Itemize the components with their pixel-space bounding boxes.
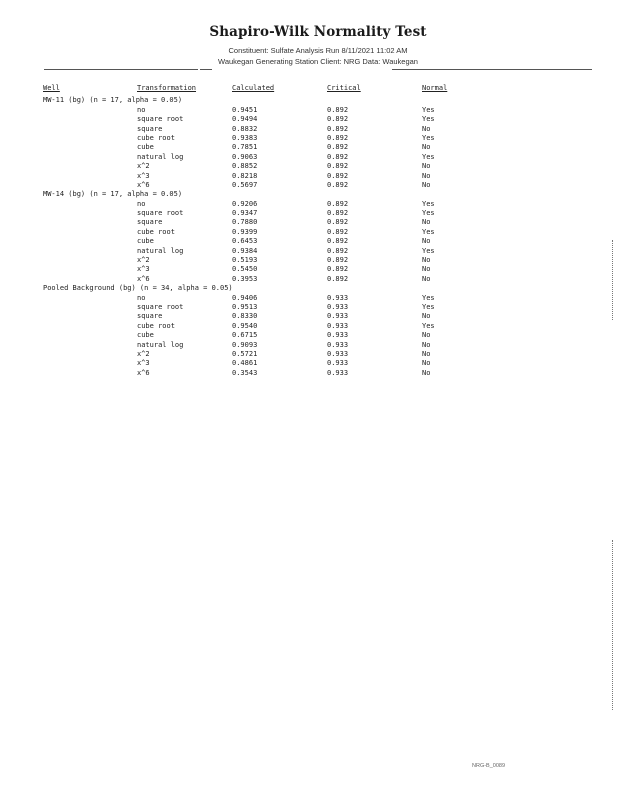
table-row — [0, 153, 618, 162]
group-label: Pooled Background (bg) (n = 34, alpha = 0.05) — [43, 284, 233, 293]
table-row — [0, 209, 618, 218]
table-row — [0, 143, 618, 152]
table-row — [0, 331, 618, 340]
table-row — [0, 106, 618, 115]
column-header-critical: Critical — [327, 84, 361, 92]
transformation-cell: square — [137, 218, 163, 227]
normal-cell: Yes — [422, 227, 435, 236]
table-row — [0, 162, 618, 171]
page-title: Shapiro-Wilk Normality Test — [209, 24, 427, 40]
transformation-cell: cube root — [137, 321, 175, 330]
critical-cell: 0.892 — [327, 209, 349, 218]
normal-cell: No — [422, 312, 431, 321]
transformation-cell: natural log — [137, 340, 184, 349]
calculated-cell: 0.8832 — [232, 124, 258, 133]
table-row — [0, 228, 618, 237]
critical-cell: 0.933 — [327, 340, 349, 349]
transformation-cell: x^6 — [137, 368, 150, 377]
transformation-cell: square — [137, 312, 163, 321]
critical-cell: 0.892 — [327, 105, 349, 114]
table-row — [0, 265, 618, 274]
critical-cell: 0.892 — [327, 180, 349, 189]
calculated-cell: 0.9399 — [232, 227, 258, 236]
critical-cell: 0.933 — [327, 359, 349, 368]
table-row — [0, 303, 618, 312]
calculated-cell: 0.9063 — [232, 152, 258, 161]
calculated-cell: 0.6715 — [232, 331, 258, 340]
normal-cell: No — [422, 368, 431, 377]
table-row — [0, 256, 618, 265]
normal-cell: Yes — [422, 302, 435, 311]
transformation-cell: x^6 — [137, 180, 150, 189]
critical-cell: 0.892 — [327, 265, 349, 274]
normal-cell: No — [422, 340, 431, 349]
table-row — [0, 181, 618, 190]
transformation-cell: cube — [137, 331, 154, 340]
critical-cell: 0.892 — [327, 218, 349, 227]
critical-cell: 0.933 — [327, 368, 349, 377]
header-rule-right — [392, 69, 592, 70]
normal-cell: No — [422, 143, 431, 152]
critical-cell: 0.892 — [327, 171, 349, 180]
scan-edge-mark — [612, 540, 614, 710]
table-row — [0, 369, 618, 378]
normal-cell: Yes — [422, 115, 435, 124]
normal-cell: No — [422, 265, 431, 274]
table-row — [0, 350, 618, 359]
calculated-cell: 0.9513 — [232, 302, 258, 311]
header-rule-left — [44, 69, 198, 70]
critical-cell: 0.892 — [327, 152, 349, 161]
calculated-cell: 0.9093 — [232, 340, 258, 349]
column-header-calculated: Calculated — [232, 84, 275, 92]
transformation-cell: x^2 — [137, 256, 150, 265]
document-code: NRG-B_0089 — [472, 763, 506, 769]
normal-cell: No — [422, 359, 431, 368]
calculated-cell: 0.5450 — [232, 265, 258, 274]
transformation-cell: square root — [137, 302, 184, 311]
calculated-cell: 0.5721 — [232, 349, 258, 358]
table-header-row — [0, 84, 618, 93]
table-row — [0, 312, 618, 321]
table-row — [0, 125, 618, 134]
critical-cell: 0.933 — [327, 302, 349, 311]
calculated-cell: 0.4861 — [232, 359, 258, 368]
transformation-cell: x^3 — [137, 359, 150, 368]
table-row — [0, 275, 618, 284]
transformation-cell: square root — [137, 115, 184, 124]
calculated-cell: 0.9206 — [232, 199, 258, 208]
calculated-cell: 0.9406 — [232, 293, 258, 302]
column-header-normal: Normal — [422, 84, 448, 92]
table-row — [0, 115, 618, 124]
calculated-cell: 0.5193 — [232, 256, 258, 265]
transformation-cell: x^6 — [137, 274, 150, 283]
normal-cell: Yes — [422, 246, 435, 255]
critical-cell: 0.892 — [327, 227, 349, 236]
calculated-cell: 0.8852 — [232, 162, 258, 171]
normal-cell: Yes — [422, 293, 435, 302]
transformation-cell: cube — [137, 143, 154, 152]
table-row — [0, 200, 618, 209]
transformation-cell: no — [137, 199, 146, 208]
table-row — [0, 218, 618, 227]
critical-cell: 0.892 — [327, 274, 349, 283]
calculated-cell: 0.9347 — [232, 209, 258, 218]
table-row — [0, 359, 618, 368]
critical-cell: 0.933 — [327, 349, 349, 358]
normal-cell: Yes — [422, 209, 435, 218]
table-row — [0, 247, 618, 256]
critical-cell: 0.892 — [327, 246, 349, 255]
calculated-cell: 0.6453 — [232, 237, 258, 246]
transformation-cell: x^2 — [137, 162, 150, 171]
calculated-cell: 0.9451 — [232, 105, 258, 114]
transformation-cell: natural log — [137, 246, 184, 255]
calculated-cell: 0.5697 — [232, 180, 258, 189]
column-header-well: Well — [43, 84, 60, 92]
transformation-cell: no — [137, 105, 146, 114]
critical-cell: 0.933 — [327, 321, 349, 330]
critical-cell: 0.892 — [327, 162, 349, 171]
calculated-cell: 0.7880 — [232, 218, 258, 227]
transformation-cell: x^2 — [137, 349, 150, 358]
group-label: MW-14 (bg) (n = 17, alpha = 0.05) — [43, 190, 183, 199]
transformation-cell: natural log — [137, 152, 184, 161]
critical-cell: 0.892 — [327, 133, 349, 142]
calculated-cell: 0.3953 — [232, 274, 258, 283]
calculated-cell: 0.9383 — [232, 133, 258, 142]
table-row — [0, 322, 618, 331]
normal-cell: Yes — [422, 133, 435, 142]
critical-cell: 0.892 — [327, 256, 349, 265]
table-row — [0, 172, 618, 181]
normal-cell: Yes — [422, 321, 435, 330]
transformation-cell: no — [137, 293, 146, 302]
critical-cell: 0.933 — [327, 293, 349, 302]
column-header-transformation: Transformation — [137, 84, 197, 92]
group-header-row — [0, 96, 618, 105]
normal-cell: No — [422, 180, 431, 189]
transformation-cell: square — [137, 124, 163, 133]
calculated-cell: 0.8218 — [232, 171, 258, 180]
calculated-cell: 0.9494 — [232, 115, 258, 124]
calculated-cell: 0.8330 — [232, 312, 258, 321]
normal-cell: No — [422, 331, 431, 340]
normal-cell: No — [422, 237, 431, 246]
transformation-cell: cube root — [137, 133, 175, 142]
normal-cell: Yes — [422, 105, 435, 114]
analysis-info-line: Constituent: Sulfate Analysis Run 8/11/2021 11:02 AM — [228, 46, 408, 55]
normal-cell: No — [422, 218, 431, 227]
normal-cell: No — [422, 171, 431, 180]
normal-cell: No — [422, 274, 431, 283]
calculated-cell: 0.7851 — [232, 143, 258, 152]
calculated-cell: 0.9540 — [232, 321, 258, 330]
table-row — [0, 134, 618, 143]
critical-cell: 0.892 — [327, 237, 349, 246]
table-row — [0, 237, 618, 246]
transformation-cell: x^3 — [137, 265, 150, 274]
transformation-cell: cube root — [137, 227, 175, 236]
transformation-cell: square root — [137, 209, 184, 218]
critical-cell: 0.892 — [327, 199, 349, 208]
table-row — [0, 341, 618, 350]
calculated-cell: 0.3543 — [232, 368, 258, 377]
transformation-cell: cube — [137, 237, 154, 246]
normal-cell: No — [422, 162, 431, 171]
table-body — [0, 96, 618, 378]
normal-cell: Yes — [422, 152, 435, 161]
critical-cell: 0.892 — [327, 143, 349, 152]
critical-cell: 0.933 — [327, 331, 349, 340]
normal-cell: No — [422, 124, 431, 133]
transformation-cell: x^3 — [137, 171, 150, 180]
critical-cell: 0.892 — [327, 124, 349, 133]
normal-cell: Yes — [422, 199, 435, 208]
normal-cell: No — [422, 349, 431, 358]
calculated-cell: 0.9384 — [232, 246, 258, 255]
group-header-row — [0, 284, 618, 293]
normality-table — [0, 84, 618, 378]
group-label: MW-11 (bg) (n = 17, alpha = 0.05) — [43, 96, 183, 105]
table-row — [0, 294, 618, 303]
critical-cell: 0.933 — [327, 312, 349, 321]
site-info-line: Waukegan Generating Station Client: NRG Data: Waukegan — [218, 57, 418, 66]
critical-cell: 0.892 — [327, 115, 349, 124]
scan-edge-mark — [612, 240, 614, 320]
header-rule-mid — [200, 69, 212, 70]
normal-cell: No — [422, 256, 431, 265]
group-header-row — [0, 190, 618, 199]
